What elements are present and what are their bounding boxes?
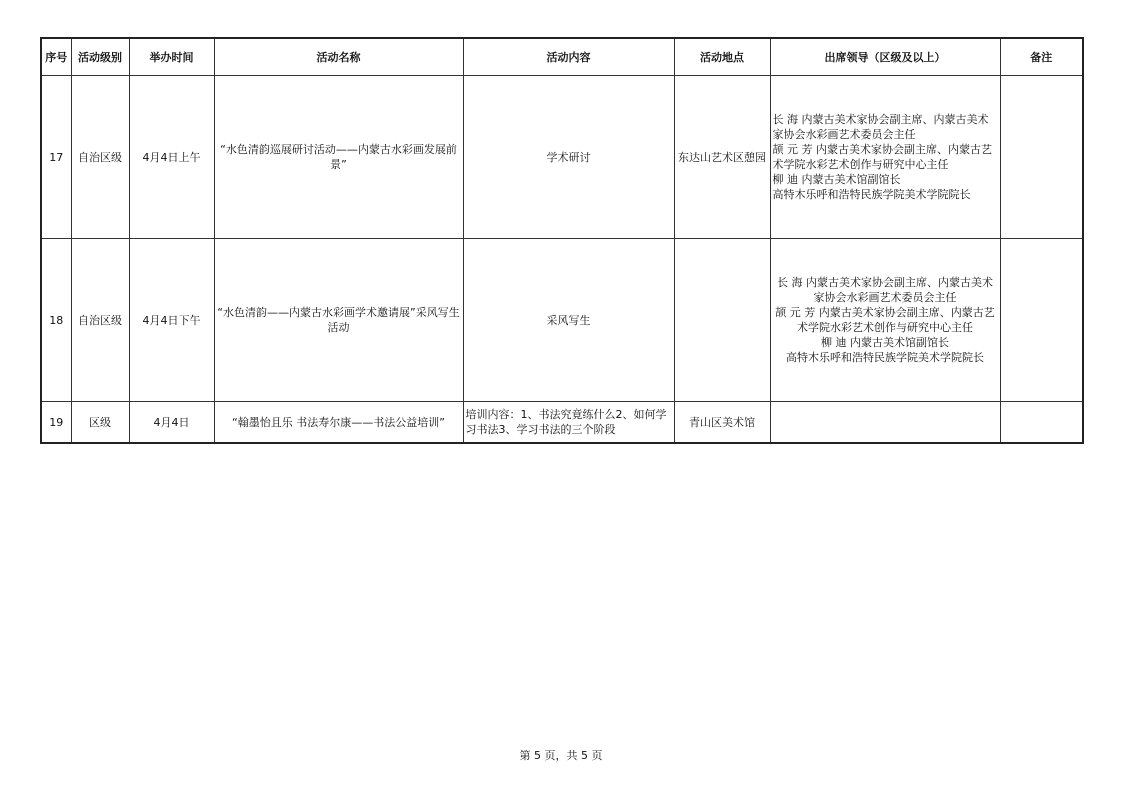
- cell-location: 青山区美术馆: [674, 402, 770, 444]
- cell-time: 4月4日下午: [129, 239, 214, 402]
- cell-seq: 19: [41, 402, 71, 444]
- header-name: 活动名称: [214, 38, 463, 76]
- cell-seq: 18: [41, 239, 71, 402]
- cell-name: “水色清韵——内蒙古水彩画学术邀请展”采风写生活动: [214, 239, 463, 402]
- header-remarks: 备注: [1000, 38, 1083, 76]
- cell-seq: 17: [41, 76, 71, 239]
- header-seq: 序号: [41, 38, 71, 76]
- page-number-text: 第 5 页，共 5 页: [519, 749, 603, 762]
- activity-schedule-sheet: [40, 37, 1082, 444]
- header-location: 活动地点: [674, 38, 770, 76]
- cell-name: “水色清韵巡展研讨活动——内蒙古水彩画发展前景”: [214, 76, 463, 239]
- cell-name: “翰墨怡且乐 书法寿尔康——书法公益培训”: [214, 402, 463, 444]
- activity-schedule-table: [40, 37, 1084, 444]
- cell-time: 4月4日: [129, 402, 214, 444]
- table-row: [41, 76, 1083, 239]
- table-header-row: [41, 38, 1083, 76]
- cell-level: 区级: [71, 402, 129, 444]
- cell-leaders: 长 海 内蒙古美术家协会副主席、内蒙古美术家协会水彩画艺术委员会主任 颉 元 芳 内蒙古美术家协会副主席、内蒙古艺术学院水彩艺术创作与研究中心主任 柳 迪 内蒙古美术馆副馆长 高特木乐呼和浩特民族学院美术学院院长: [770, 239, 1000, 402]
- cell-content: 采风写生: [463, 239, 674, 402]
- header-time: 举办时间: [129, 38, 214, 76]
- cell-location: [674, 239, 770, 402]
- cell-remarks: [1000, 76, 1083, 239]
- header-level: 活动级别: [71, 38, 129, 76]
- cell-remarks: [1000, 402, 1083, 444]
- table-row: [41, 402, 1083, 444]
- cell-leaders: 长 海 内蒙古美术家协会副主席、内蒙古美术家协会水彩画艺术委员会主任 颉 元 芳 内蒙古美术家协会副主席、内蒙古艺术学院水彩艺术创作与研究中心主任 柳 迪 内蒙古美术馆副馆长 高特木乐呼和浩特民族学院美术学院院长: [770, 76, 1000, 239]
- cell-leaders: [770, 402, 1000, 444]
- header-leaders: 出席领导（区级及以上）: [770, 38, 1000, 76]
- header-content: 活动内容: [463, 38, 674, 76]
- cell-level: 自治区级: [71, 239, 129, 402]
- page-footer: [0, 749, 1122, 763]
- cell-location: 东达山艺术区憩园: [674, 76, 770, 239]
- cell-level: 自治区级: [71, 76, 129, 239]
- cell-content: 学术研讨: [463, 76, 674, 239]
- cell-remarks: [1000, 239, 1083, 402]
- cell-time: 4月4日上午: [129, 76, 214, 239]
- cell-content: 培训内容：1、书法究竟练什么2、如何学习书法3、学习书法的三个阶段: [463, 402, 674, 444]
- table-row: [41, 239, 1083, 402]
